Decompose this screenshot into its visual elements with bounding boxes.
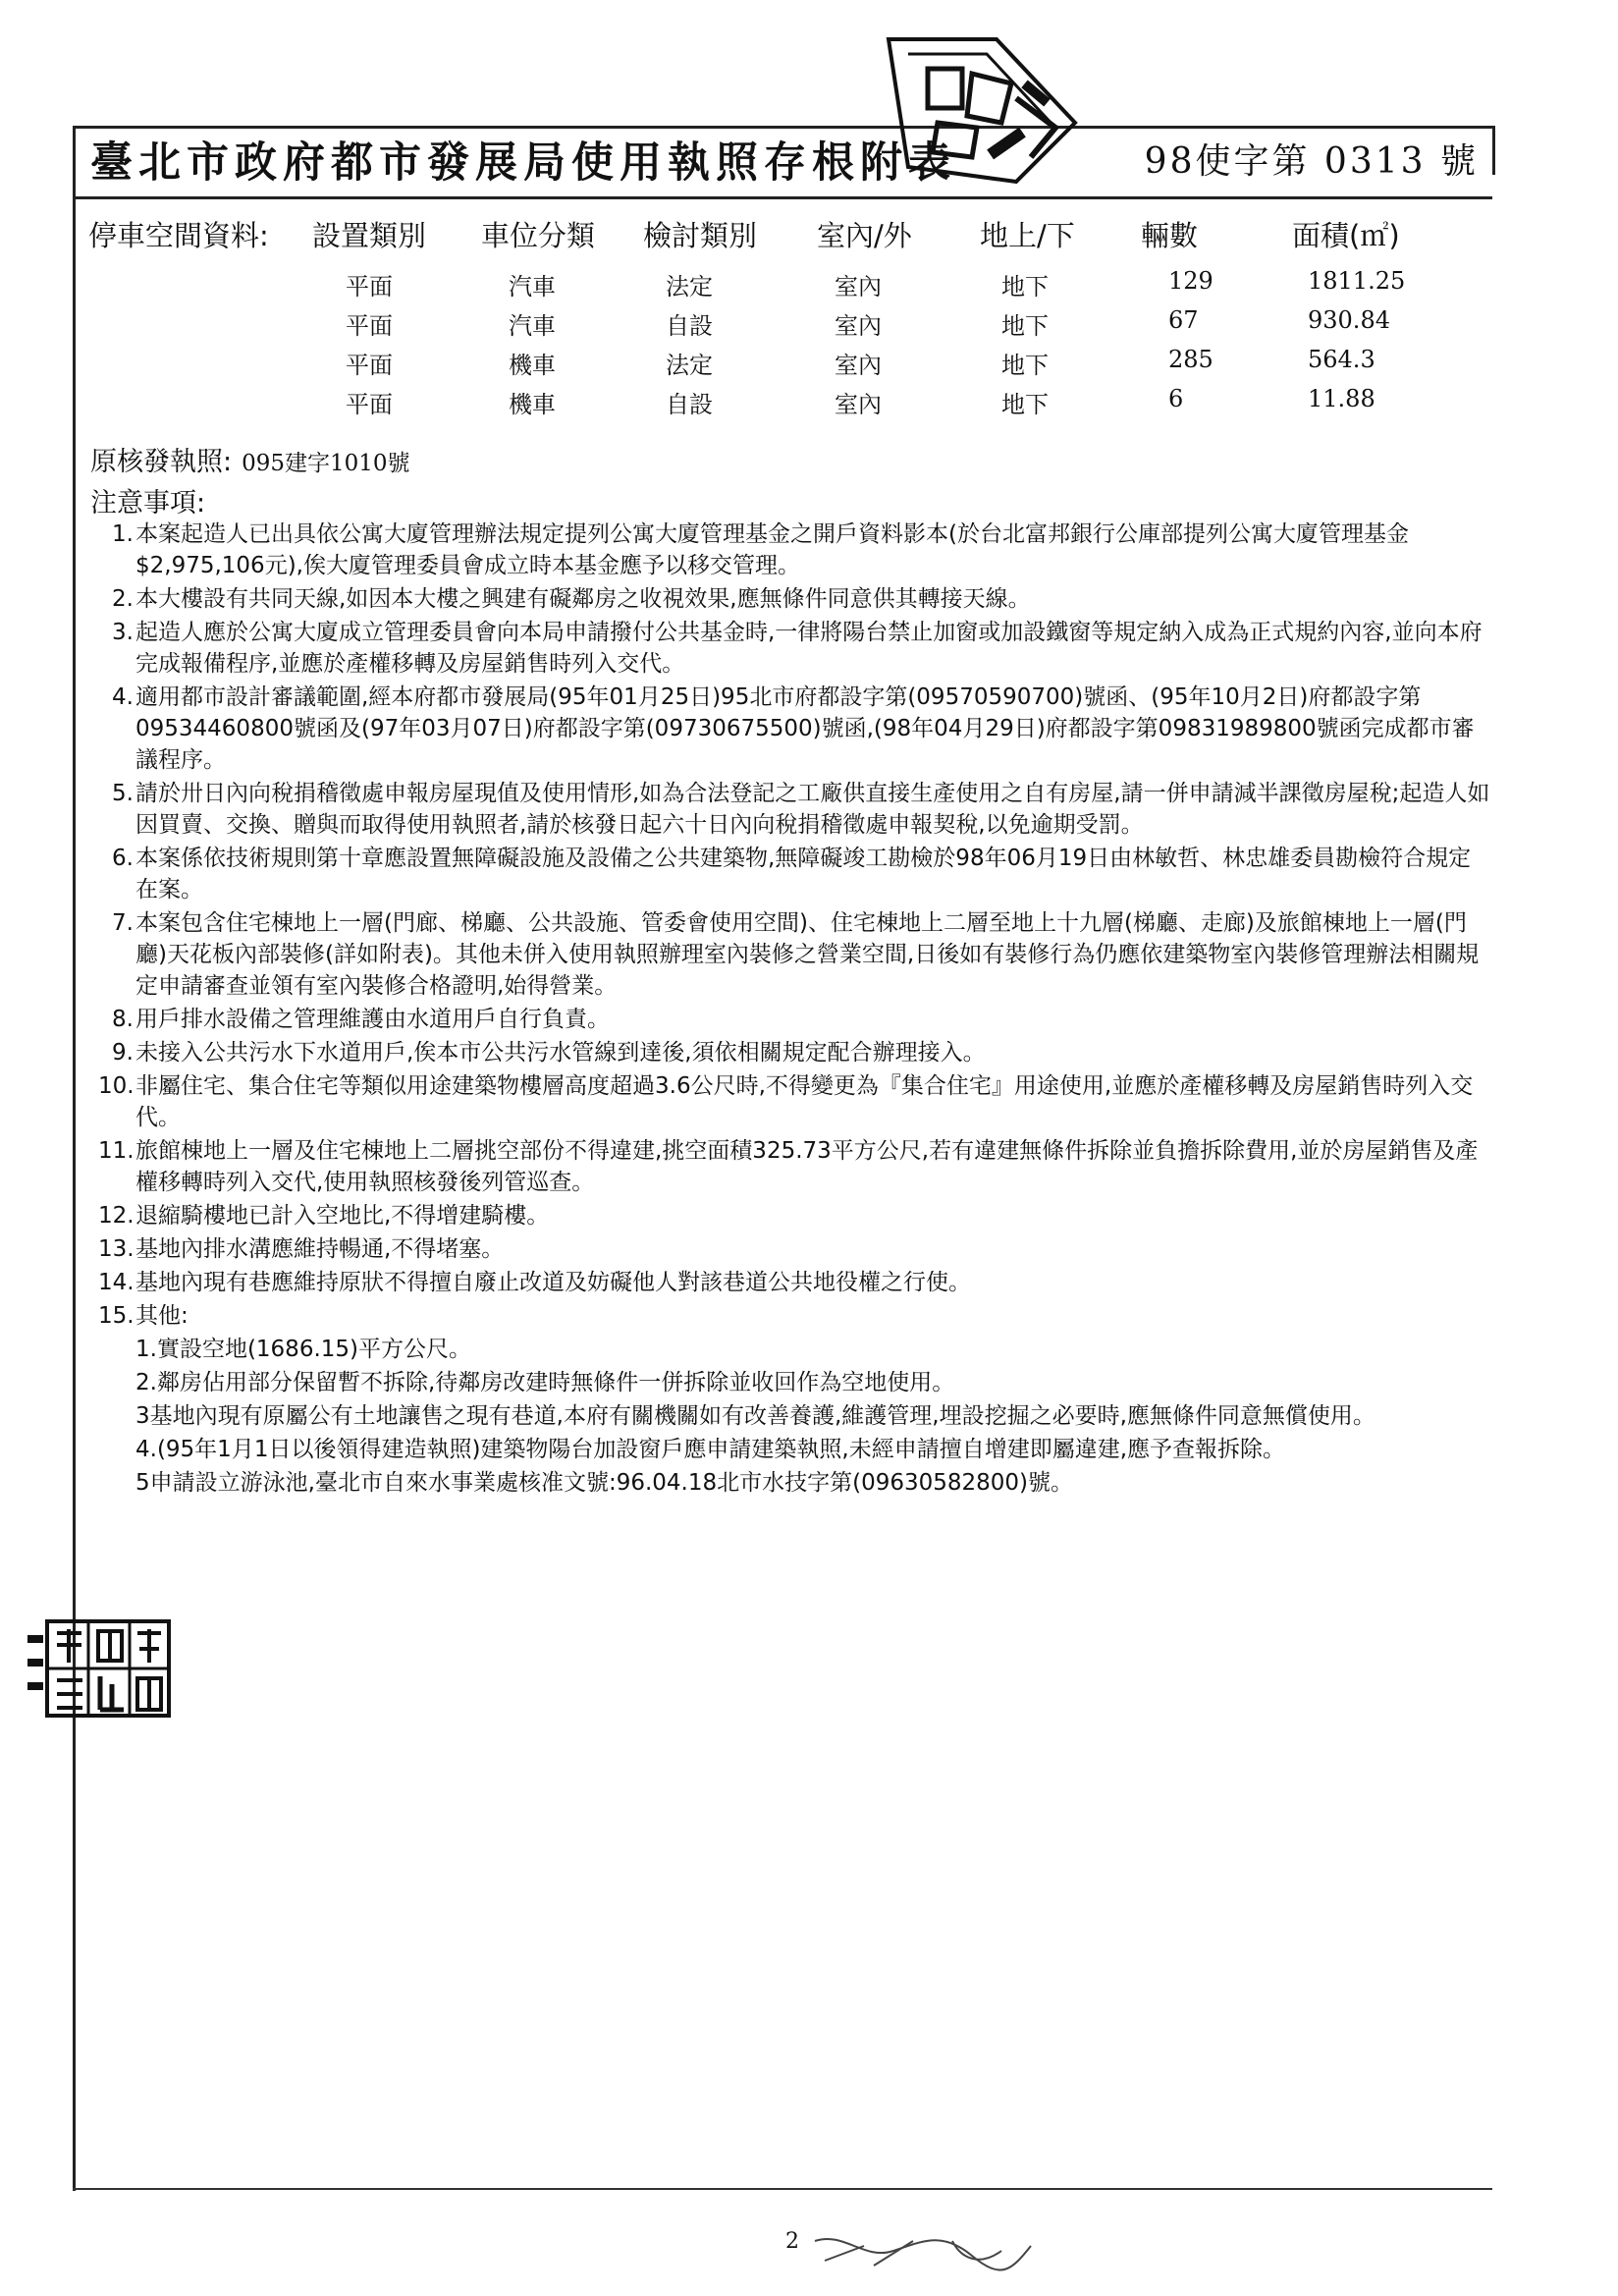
frame-right-edge <box>1492 126 1495 175</box>
notes-heading: 注意事項: <box>90 488 206 519</box>
table-cell: 法定 <box>666 273 713 301</box>
sub-note-item: 5申請設立游泳池,臺北市自來水事業處核准文號:96.04.18北市水技字第(09630582800)號。 <box>135 1470 1074 1496</box>
table-cell: 6 <box>1168 385 1184 412</box>
side-seal-stamp-icon <box>27 1615 175 1723</box>
note-item <box>98 1135 1490 1198</box>
table-cell: 自設 <box>666 391 713 418</box>
table-cell: 地下 <box>1001 391 1049 418</box>
column-header: 地上/下 <box>980 219 1075 252</box>
note-text: 基地內現有巷應維持原狀不得擅自廢止改道及妨礙他人對該巷道公共地役權之行使。 <box>135 1270 971 1295</box>
note-number: 5. <box>112 781 134 806</box>
note-item <box>98 1200 1490 1231</box>
note-text: 其他: <box>135 1303 189 1329</box>
original-permit <box>90 440 410 478</box>
table-cell: 地下 <box>1001 273 1049 301</box>
note-item <box>98 682 1490 776</box>
table-cell: 室內 <box>835 391 882 418</box>
note-number: 15. <box>98 1303 135 1329</box>
table-cell: 平面 <box>346 312 393 340</box>
note-text: 非屬住宅、集合住宅等類似用途建築物樓層高度超過3.6公尺時,不得變更為『集合住宅』用途使用,並應於產權移轉及房屋銷售時列入交代。 <box>135 1073 1474 1130</box>
note-number: 2. <box>112 586 134 612</box>
sub-note-item: 1.實設空地(1686.15)平方公尺。 <box>135 1337 472 1362</box>
table-cell: 室內 <box>835 312 882 340</box>
original-permit-value: 095建字1010號 <box>242 451 410 476</box>
handwritten-scribble-icon <box>805 2221 1041 2280</box>
column-header: 輛數 <box>1141 219 1199 252</box>
note-number: 14. <box>98 1270 135 1295</box>
note-item <box>98 1070 1490 1133</box>
sub-note-item: 2.鄰房佔用部分保留暫不拆除,待鄰房改建時無條件一併拆除並收回作為空地使用。 <box>135 1370 955 1395</box>
table-cell: 129 <box>1168 267 1214 295</box>
note-number: 9. <box>112 1040 134 1066</box>
page-number: 2 <box>785 2229 799 2254</box>
table-cell: 室內 <box>835 352 882 379</box>
table-cell: 平面 <box>346 391 393 418</box>
table-cell: 汽車 <box>509 312 556 340</box>
sub-note-item: 3基地內現有原屬公有土地讓售之現有巷道,本府有關機關如有改善養護,維護管理,埋設挖掘之必要時,應無條件同意無償使用。 <box>135 1403 1375 1429</box>
bottom-divider <box>73 2188 1492 2190</box>
note-number: 12. <box>98 1203 135 1229</box>
table-cell: 室內 <box>835 273 882 301</box>
note-number: 13. <box>98 1236 135 1262</box>
table-cell: 11.88 <box>1308 385 1375 412</box>
table-cell: 1811.25 <box>1308 267 1406 295</box>
permit-number: 98使字第 0313 號 <box>1144 141 1479 182</box>
sub-note-item: 4.(95年1月1日以後領得建造執照)建築物陽台加設窗戶應申請建築執照,未經申請擅自增建即屬違建,應予查報拆除。 <box>135 1437 1286 1462</box>
table-cell: 法定 <box>666 352 713 379</box>
note-number: 3. <box>112 620 134 645</box>
note-text: 基地內排水溝應維持暢通,不得堵塞。 <box>135 1236 505 1262</box>
note-text: 退縮騎樓地已計入空地比,不得增建騎樓。 <box>135 1203 550 1229</box>
column-header: 設置類別 <box>312 219 427 252</box>
note-number: 7. <box>112 910 134 936</box>
note-item <box>98 1233 1490 1265</box>
table-cell: 67 <box>1168 306 1199 334</box>
note-number: 8. <box>112 1007 134 1032</box>
note-item <box>98 1004 1490 1035</box>
note-number: 6. <box>112 846 134 871</box>
note-text: 起造人應於公寓大廈成立管理委員會向本局申請撥付公共基金時,一律將陽台禁止加窗或加設鐵窗等規定納入成為正式規約內容,並向本府完成報備程序,並應於產權移轉及房屋銷售時列入交代。 <box>135 620 1483 677</box>
note-item <box>98 617 1490 680</box>
note-text: 本案係依技術規則第十章應設置無障礙設施及設備之公共建築物,無障礙竣工勘檢於98年06月19日由林敏哲、林忠雄委員勘檢符合規定在案。 <box>135 846 1472 902</box>
note-text: 本案起造人已出具依公寓大廈管理辦法規定提列公寓大廈管理基金之開戶資料影本(於台北富邦銀行公庫部提列公寓大廈管理基金$2,975,106元),俟大廈管理委員會成立時本基金應予以移交管理。 <box>135 521 1409 578</box>
note-item <box>98 583 1490 615</box>
note-item <box>98 1037 1490 1068</box>
table-cell: 機車 <box>509 391 556 418</box>
note-number: 11. <box>98 1138 135 1164</box>
table-cell: 地下 <box>1001 312 1049 340</box>
note-number: 10. <box>98 1073 135 1099</box>
note-item <box>98 907 1490 1002</box>
column-header: 面積(㎡) <box>1292 219 1400 252</box>
document-title: 臺北市政府都市發展局使用執照存根附表 <box>90 138 956 188</box>
note-item <box>98 843 1490 905</box>
table-cell: 地下 <box>1001 352 1049 379</box>
column-header: 檢討類別 <box>643 219 758 252</box>
note-text: 用戶排水設備之管理維護由水道用戶自行負責。 <box>135 1007 610 1032</box>
note-number: 1. <box>112 521 134 547</box>
title-divider <box>73 196 1492 199</box>
note-text: 本案包含住宅棟地上一層(門廊、梯廳、公共設施、管委會使用空間)、住宅棟地上二層至地上十九層(梯廳、走廊)及旅館棟地上一層(門廳)天花板內部裝修(詳如附表)。其他未併入使用執照辦理室內裝修之營業空間,日後如有裝修行為仍應依建築物室內裝修管理辦法相關規定申請審查並領有室內裝修合格證明,始得營業。 <box>135 910 1480 999</box>
column-header: 室內/外 <box>817 219 912 252</box>
parking-label: 停車空間資料: <box>88 219 269 252</box>
table-cell: 930.84 <box>1308 306 1390 334</box>
note-text: 未接入公共污水下水道用戶,俟本市公共污水管線到達後,須依相關規定配合辦理接入。 <box>135 1040 986 1066</box>
note-item <box>98 519 1490 581</box>
column-header: 車位分類 <box>481 219 596 252</box>
table-cell: 平面 <box>346 273 393 301</box>
table-cell: 自設 <box>666 312 713 340</box>
original-permit-label: 原核發執照: <box>90 447 233 477</box>
table-cell: 564.3 <box>1308 346 1375 373</box>
title-row <box>90 130 1484 187</box>
note-text: 本大樓設有共同天線,如因本大樓之興建有礙鄰房之收視效果,應無條件同意供其轉接天線。 <box>135 586 1031 612</box>
table-cell: 機車 <box>509 352 556 379</box>
notes-list <box>98 519 1492 1501</box>
note-item <box>98 1267 1490 1298</box>
note-text: 請於卅日內向稅捐稽徵處申報房屋現值及使用情形,如為合法登記之工廠供直接生產使用之自有房屋,請一併申請減半課徵房屋稅;起造人如因買賣、交換、贈與而取得使用執照者,請於核發日起六十日內向稅捐稽徵處申報契稅,以免逾期受罰。 <box>135 781 1490 838</box>
note-text: 旅館棟地上一層及住宅棟地上二層挑空部份不得違建,挑空面積325.73平方公尺,若有違建無條件拆除並負擔拆除費用,並於房屋銷售及產權移轉時列入交代,使用執照核發後列管巡查。 <box>135 1138 1479 1195</box>
note-item <box>98 1300 1490 1332</box>
table-cell: 285 <box>1168 346 1214 373</box>
note-number: 4. <box>112 684 134 710</box>
table-cell: 平面 <box>346 352 393 379</box>
note-text: 適用都市設計審議範圍,經本府都市發展局(95年01月25日)95北市府都設字第(09570590700)號函、(95年10月2日)府都設字第09534460800號函及(97年03月07日)府都設字第(09730675500)號函,(98年04月29日)府都設字第09831989800號函完成都市審議程序。 <box>135 684 1475 773</box>
note-item <box>98 778 1490 841</box>
table-cell: 汽車 <box>509 273 556 301</box>
